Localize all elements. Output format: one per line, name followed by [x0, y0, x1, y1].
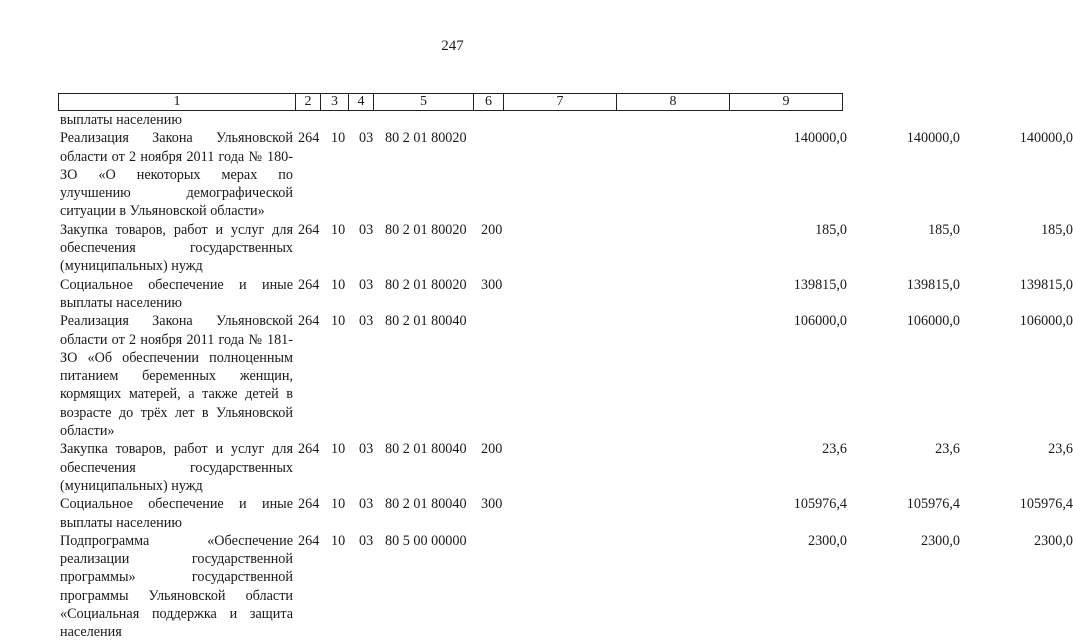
row-code-section: 10 — [331, 496, 346, 513]
row-code-ministry: 264 — [298, 441, 320, 458]
row-amount-9: 140000,0 — [1019, 130, 1073, 147]
table-row — [60, 495, 1073, 532]
row-code-expense-type: 300 — [481, 496, 503, 513]
row-code-section: 10 — [331, 441, 346, 458]
row-code-subsection: 03 — [359, 276, 374, 293]
row-code-ministry: 264 — [298, 532, 320, 549]
row-amount-8: 139815,0 — [906, 276, 960, 293]
row-amount-9: 23,6 — [1048, 441, 1073, 458]
row-name: Реализация Закона Ульяновской области от 2 ноября 2011 года № 181-ЗО «Об обеспечении полноценным питанием беременных женщин, кормящих матерей, а также детей в возрасте до трёх лет в Ульяновской области» — [60, 313, 293, 440]
row-name: Социальное обеспечение и иные выплаты населению — [60, 276, 293, 311]
row-code-target: 80 2 01 80040 — [385, 313, 467, 330]
header-col-2: 2 — [296, 94, 321, 110]
row-name: Подпрограмма «Обеспечение реализации государственной программы» государственной программы Ульяновской области «Социальная поддержка и защита населения — [60, 532, 293, 641]
header-col-1: 1 — [59, 94, 296, 110]
row-amount-9: 185,0 — [1041, 221, 1073, 238]
table-row — [60, 532, 1073, 642]
table-row — [60, 111, 293, 129]
row-amount-9: 105976,4 — [1019, 496, 1073, 513]
table-row — [60, 276, 1073, 313]
table-row — [60, 440, 1073, 495]
row-amount-9: 139815,0 — [1019, 276, 1073, 293]
row-amount-7: 139815,0 — [793, 276, 847, 293]
header-col-6: 6 — [474, 94, 504, 110]
row-code-ministry: 264 — [298, 221, 320, 238]
row-code-target: 80 2 01 80020 — [385, 221, 467, 238]
row-name: Социальное обеспечение и иные выплаты населению — [60, 496, 293, 531]
row-amount-7: 106000,0 — [793, 313, 847, 330]
row-code-section: 10 — [331, 313, 346, 330]
row-code-subsection: 03 — [359, 221, 374, 238]
row-amount-8: 105976,4 — [906, 496, 960, 513]
table-body — [60, 111, 1073, 642]
header-col-4: 4 — [349, 94, 374, 110]
row-amount-9: 106000,0 — [1019, 313, 1073, 330]
row-code-target: 80 2 01 80040 — [385, 441, 467, 458]
row-code-section: 10 — [331, 276, 346, 293]
row-code-target: 80 5 00 00000 — [385, 532, 467, 549]
header-col-7: 7 — [504, 94, 617, 110]
row-name: выплаты населению — [60, 112, 182, 128]
row-amount-8: 2300,0 — [920, 532, 960, 549]
header-col-3: 3 — [321, 94, 349, 110]
row-code-expense-type: 300 — [481, 276, 503, 293]
row-code-ministry: 264 — [298, 276, 320, 293]
row-amount-8: 23,6 — [935, 441, 960, 458]
row-code-section: 10 — [331, 130, 346, 147]
row-code-target: 80 2 01 80040 — [385, 496, 467, 513]
row-code-expense-type: 200 — [481, 441, 503, 458]
header-col-8: 8 — [617, 94, 730, 110]
header-col-9: 9 — [782, 94, 790, 109]
row-amount-9: 2300,0 — [1033, 532, 1073, 549]
table-row — [60, 312, 1073, 440]
header-col-5: 5 — [374, 94, 474, 110]
row-code-expense-type: 200 — [481, 221, 503, 238]
table-header — [58, 93, 843, 111]
row-code-subsection: 03 — [359, 441, 374, 458]
row-code-target: 80 2 01 80020 — [385, 276, 467, 293]
row-amount-7: 105976,4 — [793, 496, 847, 513]
row-code-subsection: 03 — [359, 532, 374, 549]
page-number: 247 — [441, 38, 464, 54]
row-code-section: 10 — [331, 221, 346, 238]
row-name: Реализация Закона Ульяновской области от 2 ноября 2011 года № 180-ЗО «О некоторых мерах по улучшению демографической ситуации в Ульяновской области» — [60, 130, 293, 220]
table-row — [60, 129, 1073, 220]
row-name: Закупка товаров, работ и услуг для обеспечения государственных (муниципальных) нужд — [60, 441, 293, 494]
row-code-ministry: 264 — [298, 130, 320, 147]
row-code-target: 80 2 01 80020 — [385, 130, 467, 147]
row-amount-8: 185,0 — [928, 221, 960, 238]
row-amount-8: 140000,0 — [906, 130, 960, 147]
table-row — [60, 221, 1073, 276]
row-amount-7: 23,6 — [822, 441, 847, 458]
row-code-ministry: 264 — [298, 313, 320, 330]
row-code-subsection: 03 — [359, 313, 374, 330]
row-code-ministry: 264 — [298, 496, 320, 513]
row-amount-7: 2300,0 — [807, 532, 847, 549]
row-amount-7: 185,0 — [815, 221, 847, 238]
row-amount-8: 106000,0 — [906, 313, 960, 330]
row-amount-7: 140000,0 — [793, 130, 847, 147]
row-code-subsection: 03 — [359, 496, 374, 513]
row-code-subsection: 03 — [359, 130, 374, 147]
row-code-section: 10 — [331, 532, 346, 549]
row-name: Закупка товаров, работ и услуг для обеспечения государственных (муниципальных) нужд — [60, 221, 293, 275]
